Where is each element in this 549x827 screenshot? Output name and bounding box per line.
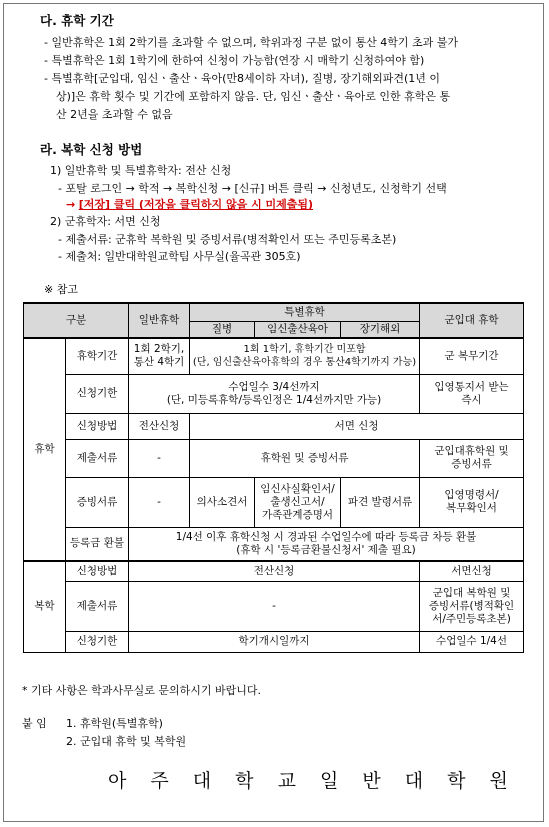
header-general: 일반휴학: [129, 303, 190, 338]
row-label: 등록금 환불: [66, 527, 129, 561]
section-leave: 휴학: [24, 338, 66, 561]
section-d-sub-line: [66, 198, 313, 212]
cell-period-general: 1회 2학기, 통산 4학기: [129, 338, 190, 374]
section-return: 복학: [24, 561, 66, 652]
cell-docs-special: 휴학원 및 증빙서류: [190, 439, 420, 477]
section-d-sub: - 포탈 로그인 → 학적 → 복학신청 → [신규] 버튼 클릭 → 신청년도, 신청학기 선택: [58, 182, 447, 195]
cell-method-general: 전산신청: [129, 413, 190, 439]
leave-return-table: [23, 302, 524, 653]
section-d-heading: 라. 복학 신청 방법: [40, 142, 143, 157]
footer-note: * 기타 사항은 학과사무실로 문의하시기 바랍니다.: [22, 684, 261, 697]
section-c-line: 산 2년을 초과할 수 없음: [56, 108, 173, 121]
cell-refund: 1/4선 이후 휴학신청 시 경과된 수업일수에 따라 등록금 차등 환불 (휴학 시 '등록금환불신청서' 제출 필요): [129, 527, 524, 561]
row-label: 휴학기간: [66, 338, 129, 374]
cell-ev-military: 입영명령서/ 복무확인서: [420, 477, 524, 527]
cell-method-special: 서면 신청: [190, 413, 524, 439]
attachment-label: 붙 임: [22, 717, 47, 730]
attachment-item: 2. 군입대 휴학 및 복학원: [66, 735, 187, 748]
row-label: 증빙서류: [66, 477, 129, 527]
header-illness: 질병: [190, 321, 255, 338]
row-label: 신청방법: [66, 413, 129, 439]
section-d-sub: - 제출서류: 군휴학 복학원 및 증빙서류(병적확인서 또는 주민등록초본): [58, 233, 397, 246]
section-c-line: - 특별휴학[군입대, 임신ㆍ출산ㆍ육아(만8세이하 자녀), 질병, 장기해외파견(1년 이: [44, 72, 441, 85]
cell-ev-abroad: 파견 발령서류: [341, 477, 420, 527]
row-label: 신청방법: [66, 561, 129, 581]
cell-ev-illness: 의사소견서: [190, 477, 255, 527]
institution-name: 아 주 대 학 교 일 반 대 학 원: [108, 770, 517, 792]
save-instruction: [저장] 클릭 (저장을 클릭하지 않을 시 미제출됨): [78, 198, 314, 211]
section-d-item: 1) 일반휴학 및 특별휴학자: 전산 신청: [50, 164, 232, 177]
header-special: 특별휴학: [190, 303, 420, 321]
section-c-line: 상)]은 휴학 횟수 및 기간에 포함하지 않음. 단, 임신ㆍ출산ㆍ육아로 인한 휴학은 통: [56, 90, 451, 103]
cell-ret-period-military: 수업일수 1/4선: [420, 631, 524, 652]
cell-period-special: 1회 1학기, 휴학기간 미포함 (단, 임신출산육아휴학의 경우 통산4학기까지 가능): [190, 338, 420, 374]
header-military: 군입대 휴학: [420, 303, 524, 338]
row-label: 신청기한: [66, 374, 129, 413]
cell-dash: -: [129, 439, 190, 477]
cell-ret-period: 학기개시일까지: [129, 631, 420, 652]
header-gubun: 구분: [24, 303, 129, 338]
cell-ret-method: 전산신청: [129, 561, 420, 581]
arrow: →: [66, 198, 76, 211]
row-label: 제출서류: [66, 439, 129, 477]
cell-dash: -: [129, 581, 420, 631]
header-maternity: 임신출산육아: [255, 321, 341, 338]
cell-apply-period: 수업일수 3/4선까지 (단, 미등록휴학/등록인정은 1/4선까지만 가능): [129, 374, 420, 413]
cell-dash: -: [129, 477, 190, 527]
row-label: 신청기한: [66, 631, 129, 652]
section-c-line: - 일반휴학은 1회 2학기를 초과할 수 없으며, 학위과정 구분 없이 통산 4학기 초과 불가: [44, 36, 458, 49]
cell-apply-period-military: 입영통지서 받는 즉시: [420, 374, 524, 413]
cell-docs-military: 군입대휴학원 및 증빙서류: [420, 439, 524, 477]
cell-period-military: 군 복무기간: [420, 338, 524, 374]
section-d-sub: - 제출처: 일반대학원교학팀 사무실(율곡관 305호): [58, 250, 301, 263]
row-label: 제출서류: [66, 581, 129, 631]
header-abroad: 장기해외: [341, 321, 420, 338]
section-c-line: - 특별휴학은 1회 1학기에 한하여 신청이 가능함(연장 시 매학기 신청하여야 함): [44, 54, 425, 67]
cell-ev-maternity: 임신사실확인서/ 출생신고서/ 가족관계증명서: [255, 477, 341, 527]
section-c-heading: 다. 휴학 기간: [40, 13, 114, 28]
section-d-item: 2) 군휴학자: 서면 신청: [50, 215, 161, 228]
attachment-item: 1. 휴학원(특별휴학): [66, 717, 163, 730]
reference-note: ※ 참고: [44, 283, 78, 296]
cell-ret-method-military: 서면신청: [420, 561, 524, 581]
cell-ret-docs-military: 군입대 복학원 및 증빙서류(병적확인 서/주민등록초본): [420, 581, 524, 631]
